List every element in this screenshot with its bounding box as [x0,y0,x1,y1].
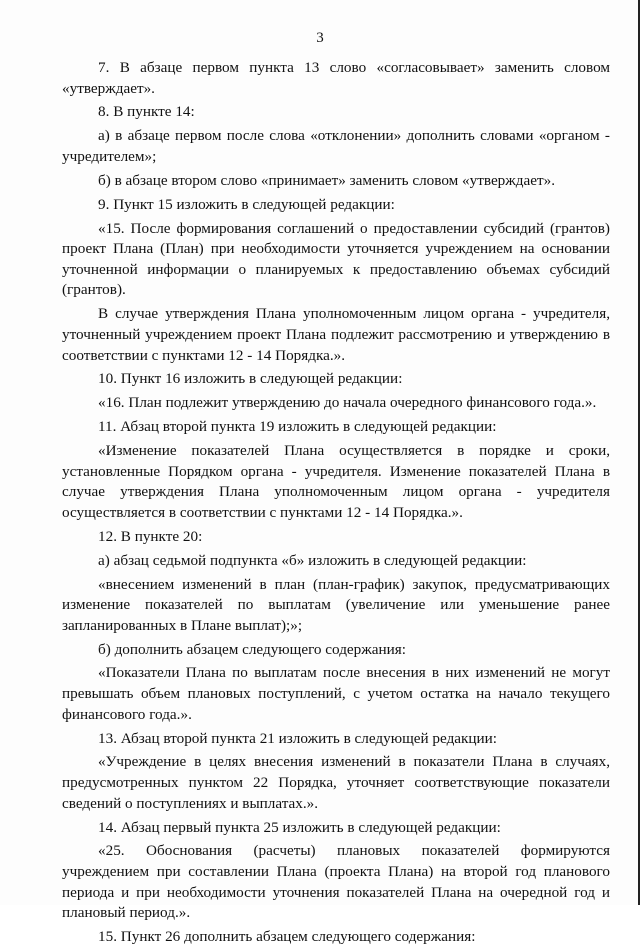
page-number: 3 [316,30,324,46]
paragraph-9: 9. Пункт 15 изложить в следующей редакции: [98,195,395,213]
paragraph-14-quote: «25. Обоснования (расчеты) плановых показателей формируются учреждением при составлении Плана (проекта Плана) на второй год планового периода и при необходимости уточнения показателей Плана на очередной год и плановый период.». [62,842,610,922]
paragraph-7: 7. В абзаце первом пункта 13 слово «согласовывает» заменить словом «утверждает». [62,59,610,97]
paragraph-8: 8. В пункте 14: [98,103,195,121]
paragraph-8b: б) в абзаце втором слово «принимает» заменить словом «утверждает». [98,171,556,189]
paragraph-12a-quote: «внесением изменений в план (план-график) закупок, предусматривающих изменение показателей по выплатам (увеличение или уменьшение ранее запланированных в Плане выплат);»; [62,575,610,634]
document-body [62,58,610,951]
paragraph-8a: а) в абзаце первом после слова «отклонении» дополнить словами «органом - учредителем»; [62,127,610,165]
paragraph-15: 15. Пункт 26 дополнить абзацем следующего содержания: [98,928,476,946]
paragraph-11: 11. Абзац второй пункта 19 изложить в следующей редакции: [98,418,497,436]
paragraph-9-quote-2: В случае утверждения Плана уполномоченным лицом органа - учредителя, уточненный учреждением проект Плана подлежит рассмотрению и утверждению в соответствии с пунктами 12 - 14 Порядка.». [62,305,610,364]
paragraph-10: 10. Пункт 16 изложить в следующей редакции: [98,370,403,388]
paragraph-9-quote-1: «15. После формирования соглашений о предоставлении субсидий (грантов) проект Плана (План) при необходимости уточняется учреждением на основании уточненной информации о планируемых к предоставлению объемах субсидий (грантов). [62,219,610,299]
paragraph-13: 13. Абзац второй пункта 21 изложить в следующей редакции: [98,729,498,747]
paragraph-12: 12. В пункте 20: [98,527,203,545]
paragraph-12b-quote: «Показатели Плана по выплатам после внесения в них изменений не могут превышать объем плановых поступлений, с учетом остатка на начало текущего финансового года.». [62,664,610,723]
paragraph-10-quote: «16. План подлежит утверждению до начала очередного финансового года.». [98,394,597,412]
paragraph-12a: а) абзац седьмой подпункта «б» изложить в следующей редакции: [98,551,527,569]
paragraph-14: 14. Абзац первый пункта 25 изложить в следующей редакции: [98,818,501,836]
paragraph-11-quote: «Изменение показателей Плана осуществляется в порядке и сроки, установленные Порядком органа - учредителя. Изменение показателей Плана в случае утверждения Плана уполномоченным лицом органа - учредителя осуществляется в соответствии с пунктами 12 - 14 Порядка.». [62,442,610,521]
paragraph-12b: б) дополнить абзацем следующего содержания: [98,640,406,658]
paragraph-13-quote: «Учреждение в целях внесения изменений в показатели Плана в случаях, предусмотренных пунктом 22 Порядка, уточняет соответствующие показатели сведений о поступлениях и выплатах.». [62,753,610,812]
